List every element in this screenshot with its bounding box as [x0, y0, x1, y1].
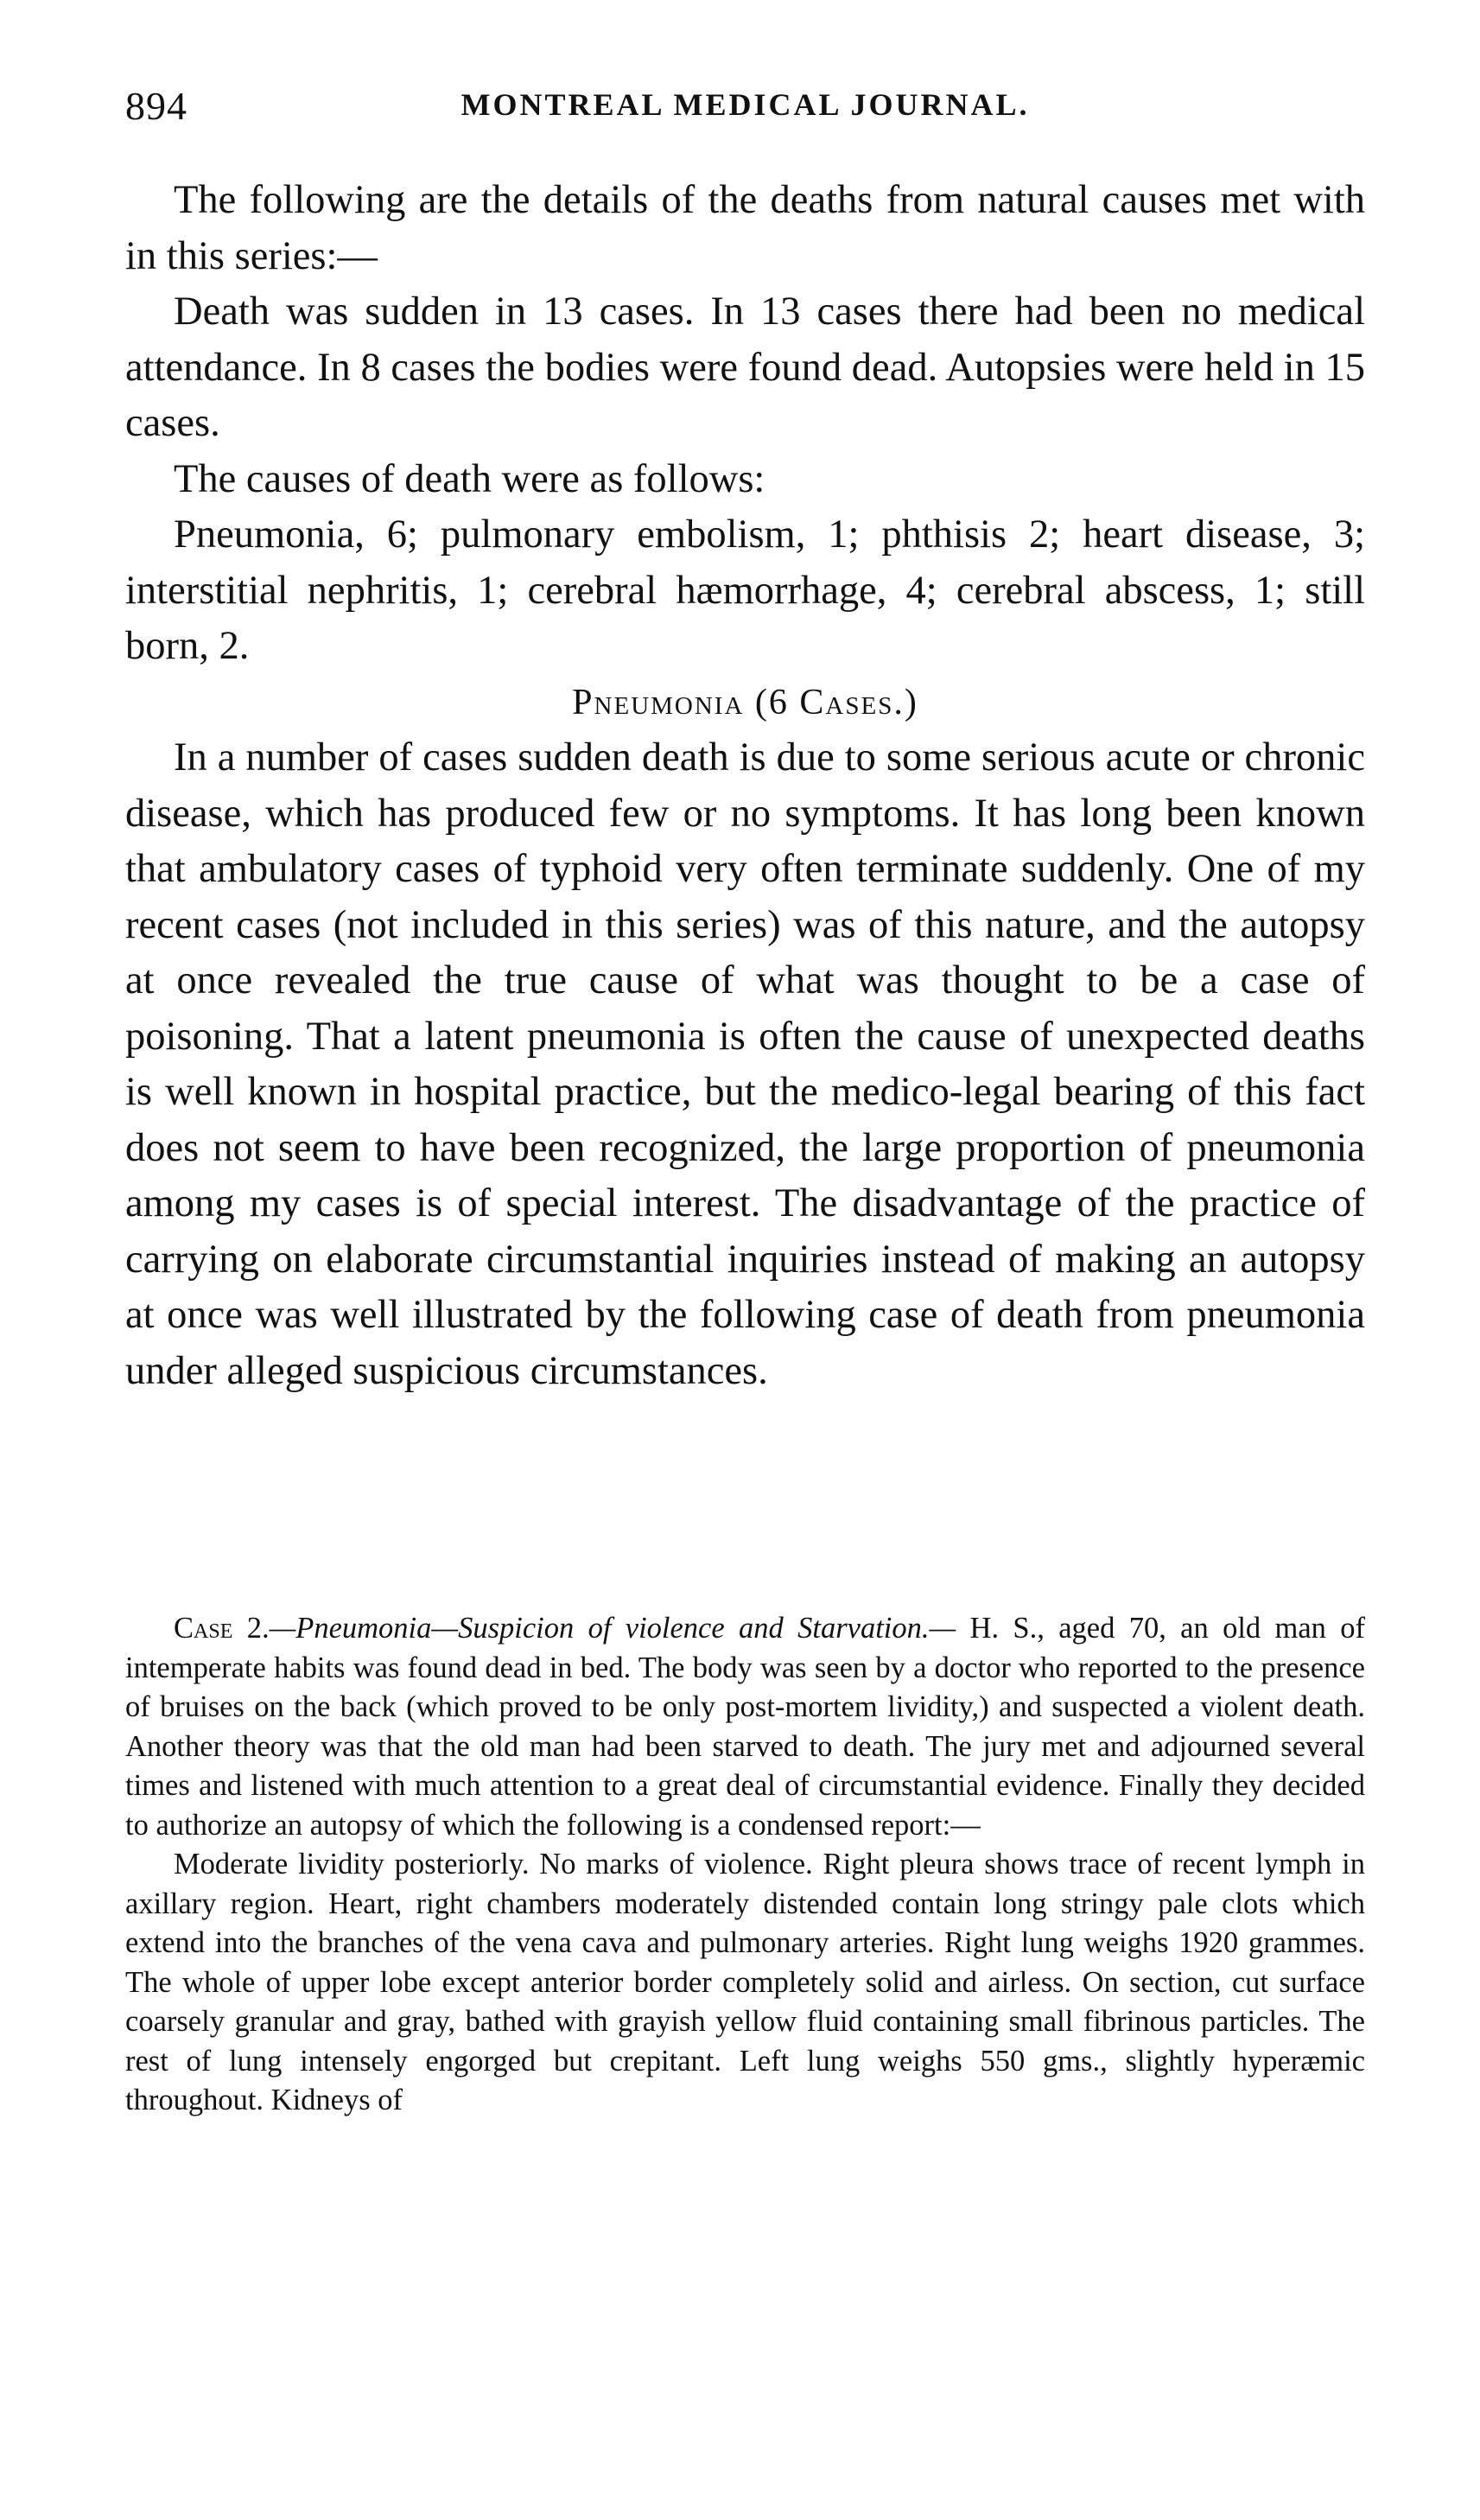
case-report — [125, 1609, 1365, 2121]
autopsy-report: Moderate lividity posteriorly. No marks of violence. Right pleura shows trace of recent lymph in axillary region. Heart, right chambers moderately distended contain long stringy pale clots which extend into the branches of the vena cava and pulmonary arteries. Right lung weighs 1920 grammes. The whole of upper lobe except anterior border completely solid and airless. On section, cut surface coarsely granular and gray, bathed with grayish yellow fluid containing small fibrinous particles. The rest of lung intensely engorged but crepitant. Left lung weighs 550 gms., slightly hyperæmic throughout. Kidneys of — [125, 1848, 1365, 2116]
case-paragraph — [125, 1609, 1365, 1845]
paragraph-causes-intro: The causes of death were as follows: — [174, 456, 765, 501]
running-head: MONTREAL MEDICAL JOURNAL. — [461, 87, 1030, 122]
paragraph-pneumonia: In a number of cases sudden death is due to some serious acute or chronic disease, which has produced few or no symptoms. It has long been known that ambulatory cases of typhoid very often terminate suddenly. One of my recent cases (not included in this series) was of this nature, and the autopsy at once revealed the true cause of what was thought to be a case of poisoning. That a latent pneumonia is often the cause of unexpected deaths is well known in hospital practice, but the medico-legal bearing of this fact does not seem to have been recognized, the large proportion of pneumonia among my cases is of special interest. The disadvantage of the practice of carrying on elaborate circumstantial inquiries instead of making an autopsy at once was well illustrated by the following case of death from pneumonia under alleged suspicious circumstances. — [125, 735, 1365, 1393]
case-label: Case 2. — [174, 1612, 270, 1645]
page-number: 894 — [125, 84, 187, 128]
case-title: —Pneumonia—Suspicion of violence and Starvation.— — [269, 1612, 956, 1645]
page-header — [125, 83, 1365, 135]
case-description: H. S., aged 70, an old man of intemperate habits was found dead in bed. The body was seen by a doctor who reported to the presence of bruises on the back (which proved to be only post-mortem lividity,) and suspected a violent death. Another theory was that the old man had been starved to death. The jury met and adjourned several times and listened with much attention to a great deal of circumstantial evidence. Finally they decided to authorize an autopsy of which the following is a condensed report:— — [125, 1612, 1365, 1842]
paragraph-sudden-deaths: Death was sudden in 13 cases. In 13 cases there had been no medical attendance. In 8 cases the bodies were found dead. Autopsies were held in 15 cases. — [125, 290, 1365, 445]
paragraph-intro: The following are the details of the deaths from natural causes met with in this series:— — [125, 178, 1365, 278]
main-text — [125, 173, 1365, 1399]
paragraph-causes-list: Pneumonia, 6; pulmonary embolism, 1; phthisis 2; heart disease, 3; interstitial nephritis, 1; cerebral hæmorrhage, 4; cerebral abscess, 1; still born, 2. — [125, 512, 1365, 668]
section-heading: Pneumonia (6 Cases.) — [572, 682, 918, 722]
